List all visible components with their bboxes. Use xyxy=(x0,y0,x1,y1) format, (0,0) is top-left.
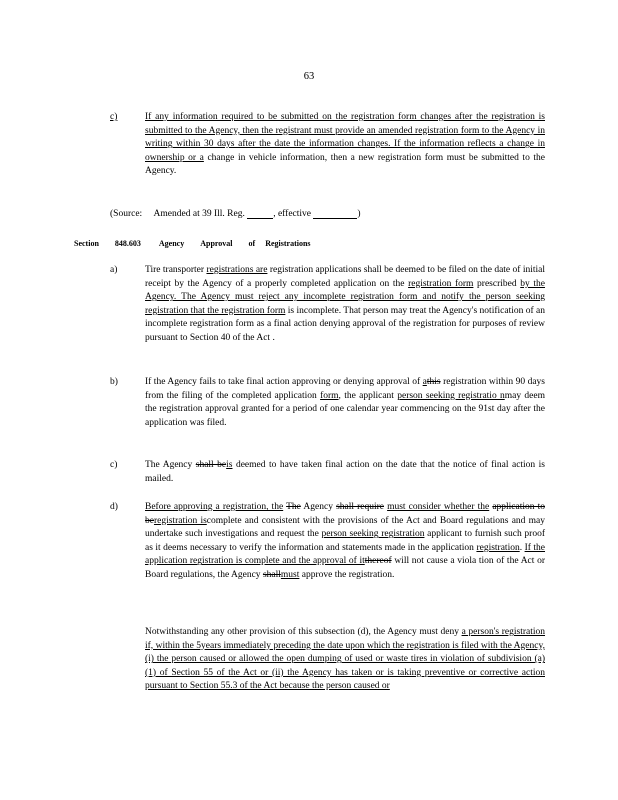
blank-line xyxy=(313,208,357,219)
paragraph-d-notwithstanding xyxy=(110,626,550,738)
paragraph-text: If the Agency fails to take final action approving or denying approval of athis registration within 90 days from the filing of the completed application form, the applicant person seeking registratio nmay deem the registration approval granted for a period of one calendar year commencing on the 91st day after the application was filed. xyxy=(145,377,545,428)
paragraph-d xyxy=(110,501,550,613)
paragraph-label: a) xyxy=(110,265,118,275)
paragraph-label: c) xyxy=(110,112,118,122)
paragraph-text: Before approving a registration, the The Agency shall require must consider whether the application to beregistration iscomplete and consistent with the provisions of the Act and Board regulations and may undertake such investigations and request the person seeking registration applicant to furnish such proof as it deems necessary to verify the information and statements made in the application registration. If the application registration is complete and the approval of itthereof will not cause a viola tion of the Act or Board regulations, the Agency shallmust approve the registration. xyxy=(145,502,546,580)
paragraph-label: b) xyxy=(110,377,118,387)
paragraph-text: Notwithstanding any other provision of this subsection (d), the Agency must deny a person's registration if, within the 5years immediately preceding the date upon which the registration is filed with the Agency, (i) the person caused or allowed the open dumping of used or waste tires in violation of subdivision (a)(1) of Section 55 of the Act or (ii) the Agency has taken or is taking preventive or corrective action pursuant to Section 55.3 of the Act because the person caused or xyxy=(145,627,546,692)
section-heading: Section 848.603 Agency Approval of Registrations xyxy=(74,239,311,248)
paragraph-a xyxy=(110,264,550,364)
paragraph-text: Tire transporter registrations are registration applications shall be deemed to be filed on the date of initial receipt by the Agency of a properly completed application on the registration form prescribed by the Agency. The Agency must reject any incomplete registration form and notify the person seeking registration that the registration form is incomplete. That person may treat the Agency's notification of an incomplete registration form as a final action denying approval of the registration for purposes of review pursuant to Section 40 of the Act . xyxy=(145,265,546,343)
paragraph-text: The Agency shall beis deemed to have taken final action on the date that the notice of final action is mailed. xyxy=(145,460,545,484)
paragraph-text: If any information required to be submitted on the registration form changes after the registration is submitted to the Agency, then the registrant must provide an amended registration form to the Agency in writing within 30 days after the date the information changes. If the information reflects a change in ownership or a change in vehicle information, then a new registration form must be submitted to the Agency. xyxy=(145,112,546,177)
page-number: 63 xyxy=(303,71,315,82)
paragraph-label: c) xyxy=(110,460,118,470)
paragraph-c xyxy=(110,459,550,489)
source-note: (Source: Amended at 39 Ill. Reg. , effective ) xyxy=(110,209,361,219)
blank-line xyxy=(247,208,273,219)
paragraph-b xyxy=(110,376,550,446)
paragraph-label: d) xyxy=(110,502,118,512)
paragraph-c-previous xyxy=(110,111,550,195)
